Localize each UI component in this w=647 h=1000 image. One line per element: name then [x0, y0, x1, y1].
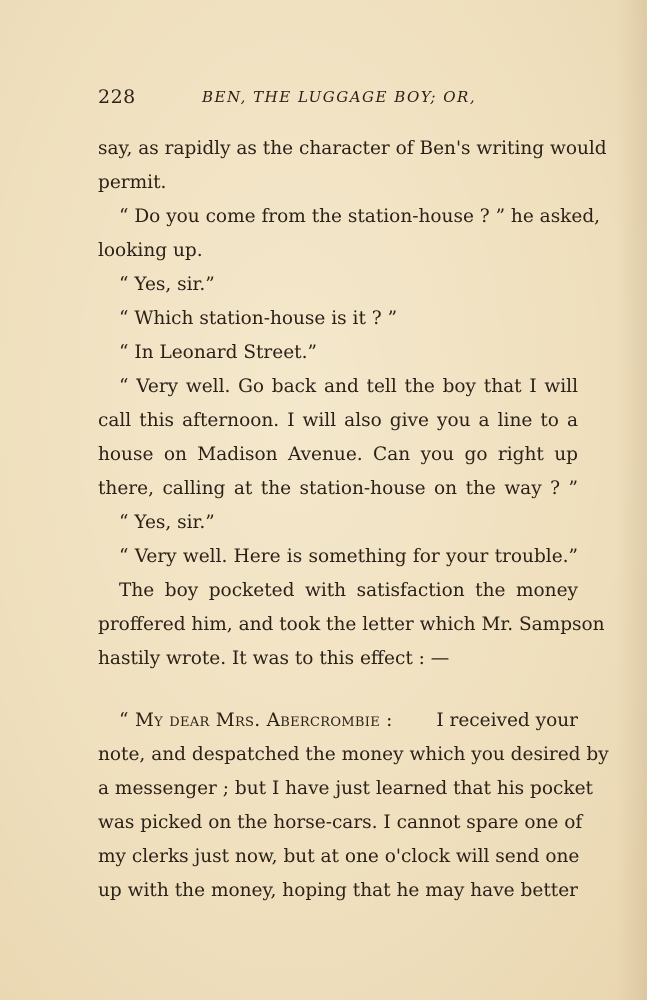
- letter-line: my clerks just now, but at one o'clock will send one: [98, 846, 580, 867]
- letter-line: up with the money, hoping that he may have better: [98, 880, 578, 901]
- text-line: “ Do you come from the station-house ? ” he asked,: [119, 206, 601, 227]
- text-line: looking up.: [98, 240, 203, 261]
- page-header: [98, 86, 578, 110]
- page-edge-shadow: [617, 0, 647, 1000]
- text-line: hastily wrote. It was to this effect : —: [98, 648, 450, 669]
- text-line: permit.: [98, 172, 167, 193]
- text-line: The boy pocketed with satisfaction the money: [119, 580, 578, 601]
- letter-line: was picked on the horse-cars. I cannot spare one of: [98, 812, 583, 833]
- letter-first-line-text: I received your: [436, 710, 578, 731]
- text-line: “ In Leonard Street.”: [119, 342, 317, 363]
- letter-first-line: [98, 704, 578, 738]
- text-line: call this afternoon. I will also give you a line to a: [98, 410, 578, 431]
- letter-salutation: “ My dear Mrs. Abercrombie :: [119, 710, 393, 731]
- text-line: house on Madison Avenue. Can you go right up: [98, 444, 578, 465]
- text-line: “ Which station-house is it ? ”: [119, 308, 398, 329]
- letter-line: note, and despatched the money which you desired by: [98, 744, 609, 765]
- text-line: proffered him, and took the letter which Mr. Sampson: [98, 614, 605, 635]
- text-line: “ Yes, sir.”: [119, 274, 215, 295]
- text-line: “ Very well. Go back and tell the boy that I will: [119, 376, 578, 397]
- text-line: there, calling at the station-house on the way ? ”: [98, 478, 578, 499]
- running-head: BEN, THE LUGGAGE BOY; OR,: [202, 88, 477, 106]
- text-line: say, as rapidly as the character of Ben's writing would: [98, 138, 607, 159]
- page-number: 228: [98, 86, 136, 108]
- text-line: “ Yes, sir.”: [119, 512, 215, 533]
- text-line: “ Very well. Here is something for your trouble.”: [119, 546, 578, 567]
- letter-line: a messenger ; but I have just learned that his pocket: [98, 778, 593, 799]
